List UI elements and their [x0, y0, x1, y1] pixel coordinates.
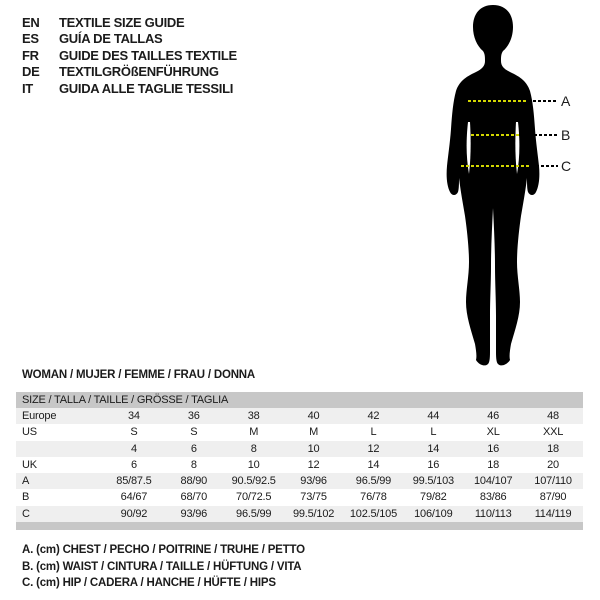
size-table-header: SIZE / TALLA / TAILLE / GRÖSSE / TAGLIA	[16, 392, 583, 408]
woman-silhouette-figure	[433, 2, 553, 368]
size-cell: 16	[427, 458, 440, 471]
size-cell: 36	[187, 410, 200, 422]
size-cell: 46	[487, 410, 500, 422]
marker-label-b: B	[561, 127, 571, 143]
size-cell: 8	[190, 458, 197, 471]
size-cell: 14	[367, 458, 380, 471]
table-row	[16, 506, 583, 522]
size-cell: 10	[307, 442, 320, 455]
size-cell: 104/107	[474, 475, 513, 488]
size-cell: 68/70	[180, 491, 208, 504]
size-cell: 76/78	[360, 491, 387, 504]
size-cell: S	[190, 426, 198, 439]
size-cell: 102.5/105	[349, 507, 397, 520]
size-cell: L	[370, 426, 377, 439]
gender-section-title: WOMAN / MUJER / FEMME / FRAU / DONNA	[22, 369, 256, 381]
size-cell: 99.5/103	[412, 475, 454, 488]
size-cell: 85/87.5	[116, 475, 152, 488]
language-title-list	[22, 14, 237, 97]
chest-dashed-line-on-body	[468, 100, 528, 102]
size-cell: 16	[487, 442, 500, 455]
language-title-row	[22, 31, 237, 48]
language-title-row	[22, 47, 237, 64]
row-cells	[104, 506, 583, 522]
silhouette-body	[447, 5, 540, 365]
size-cell: 64/67	[120, 491, 148, 504]
size-cell: 40	[307, 410, 320, 422]
size-cell: 18	[547, 442, 559, 455]
legend-line: B. (cm) WAIST / CINTURA / TAILLE / HÜFTUNG / VITA	[22, 560, 302, 573]
size-cell: 106/109	[414, 507, 453, 520]
size-cell: 6	[190, 442, 197, 455]
table-row	[16, 408, 583, 424]
measure-line-hip	[0, 158, 600, 174]
row-cells	[104, 424, 583, 440]
legend-line: A. (cm) CHEST / PECHO / POITRINE / TRUHE / PETTO	[22, 544, 305, 556]
size-cell: 20	[547, 458, 559, 471]
measurement-legend	[22, 542, 305, 592]
size-cell: 44	[427, 410, 440, 422]
size-cell: 99.5/102	[292, 507, 335, 520]
size-cell: 4	[130, 442, 137, 455]
size-guide-title: GUIDA ALLE TAGLIE TESSILI	[59, 80, 234, 96]
size-guide-title: TEXTILE SIZE GUIDE	[59, 14, 185, 30]
size-cell: 87/90	[539, 491, 567, 504]
size-cell: M	[309, 426, 319, 439]
table-row	[16, 473, 583, 489]
size-cell: 42	[367, 410, 380, 422]
size-cell: 90.5/92.5	[231, 475, 276, 488]
size-cell: 70/72.5	[236, 491, 272, 504]
size-cell: 93/96	[300, 475, 327, 488]
language-code: FR	[22, 47, 39, 63]
size-cell: 96.5/99	[355, 475, 392, 488]
language-title-row	[22, 64, 237, 81]
size-guide-title: GUÍA DE TALLAS	[59, 31, 163, 47]
size-cell: 14	[427, 442, 440, 455]
language-code: EN	[22, 14, 40, 30]
size-cell: 10	[247, 458, 260, 471]
size-table	[16, 392, 583, 530]
size-cell: S	[130, 426, 138, 439]
size-table-rows	[16, 408, 583, 522]
size-cell: 48	[547, 410, 559, 422]
size-cell: 96.5/99	[236, 507, 272, 520]
size-cell: M	[249, 426, 259, 439]
waist-dashed-leader-line	[519, 134, 557, 136]
row-cells	[104, 473, 583, 489]
size-cell: 12	[367, 442, 380, 455]
size-cell: 107/110	[534, 475, 572, 488]
size-cell: 38	[247, 410, 260, 422]
measure-line-waist	[0, 127, 600, 143]
size-cell: 93/96	[180, 507, 208, 520]
language-title-row	[22, 14, 237, 31]
table-row	[16, 424, 583, 440]
row-label: Europe	[22, 410, 57, 422]
table-row	[16, 441, 583, 457]
size-cell: 8	[250, 442, 257, 455]
marker-label-c: C	[561, 158, 572, 174]
table-row	[16, 457, 583, 473]
size-cell: 34	[128, 410, 140, 422]
language-code: IT	[22, 80, 33, 96]
size-cell: L	[430, 426, 437, 439]
row-cells	[104, 457, 583, 473]
size-guide-title: GUIDE DES TAILLES TEXTILE	[59, 47, 237, 63]
language-code: ES	[22, 31, 39, 47]
size-cell: XL	[486, 426, 500, 439]
row-label: US	[22, 426, 37, 439]
row-cells	[104, 441, 583, 457]
size-cell: 114/119	[534, 507, 572, 520]
row-cells	[104, 489, 583, 505]
size-cell: 83/86	[479, 491, 507, 504]
size-cell: 18	[487, 458, 500, 471]
size-cell: 110/113	[474, 507, 512, 520]
hip-dashed-leader-line	[531, 165, 558, 167]
row-label	[16, 441, 104, 457]
size-cell: XXL	[542, 426, 564, 439]
size-cell: 79/82	[420, 491, 447, 504]
legend-line: C. (cm) HIP / CADERA / HANCHE / HÜFTE / HIPS	[22, 577, 276, 589]
chest-dashed-leader-line	[528, 100, 558, 102]
size-guide-title: TEXTILGRÖßENFÜHRUNG	[59, 64, 219, 80]
table-row	[16, 489, 583, 505]
row-cells	[104, 408, 583, 424]
size-cell: 12	[307, 458, 320, 471]
marker-label-a: A	[561, 93, 571, 109]
measure-line-chest	[0, 93, 600, 109]
language-code: DE	[22, 64, 40, 80]
table-footer-bar	[16, 522, 583, 530]
row-label: C	[22, 507, 30, 520]
size-cell: 90/92	[120, 507, 148, 520]
waist-dashed-line-on-body	[471, 134, 519, 136]
size-cell: 73/75	[300, 491, 327, 504]
row-label: A	[22, 475, 30, 488]
row-label: UK	[22, 458, 37, 471]
size-cell: 6	[130, 458, 137, 471]
row-label: B	[22, 491, 30, 504]
size-cell: 88/90	[180, 475, 208, 488]
hip-dashed-line-on-body	[461, 165, 531, 167]
